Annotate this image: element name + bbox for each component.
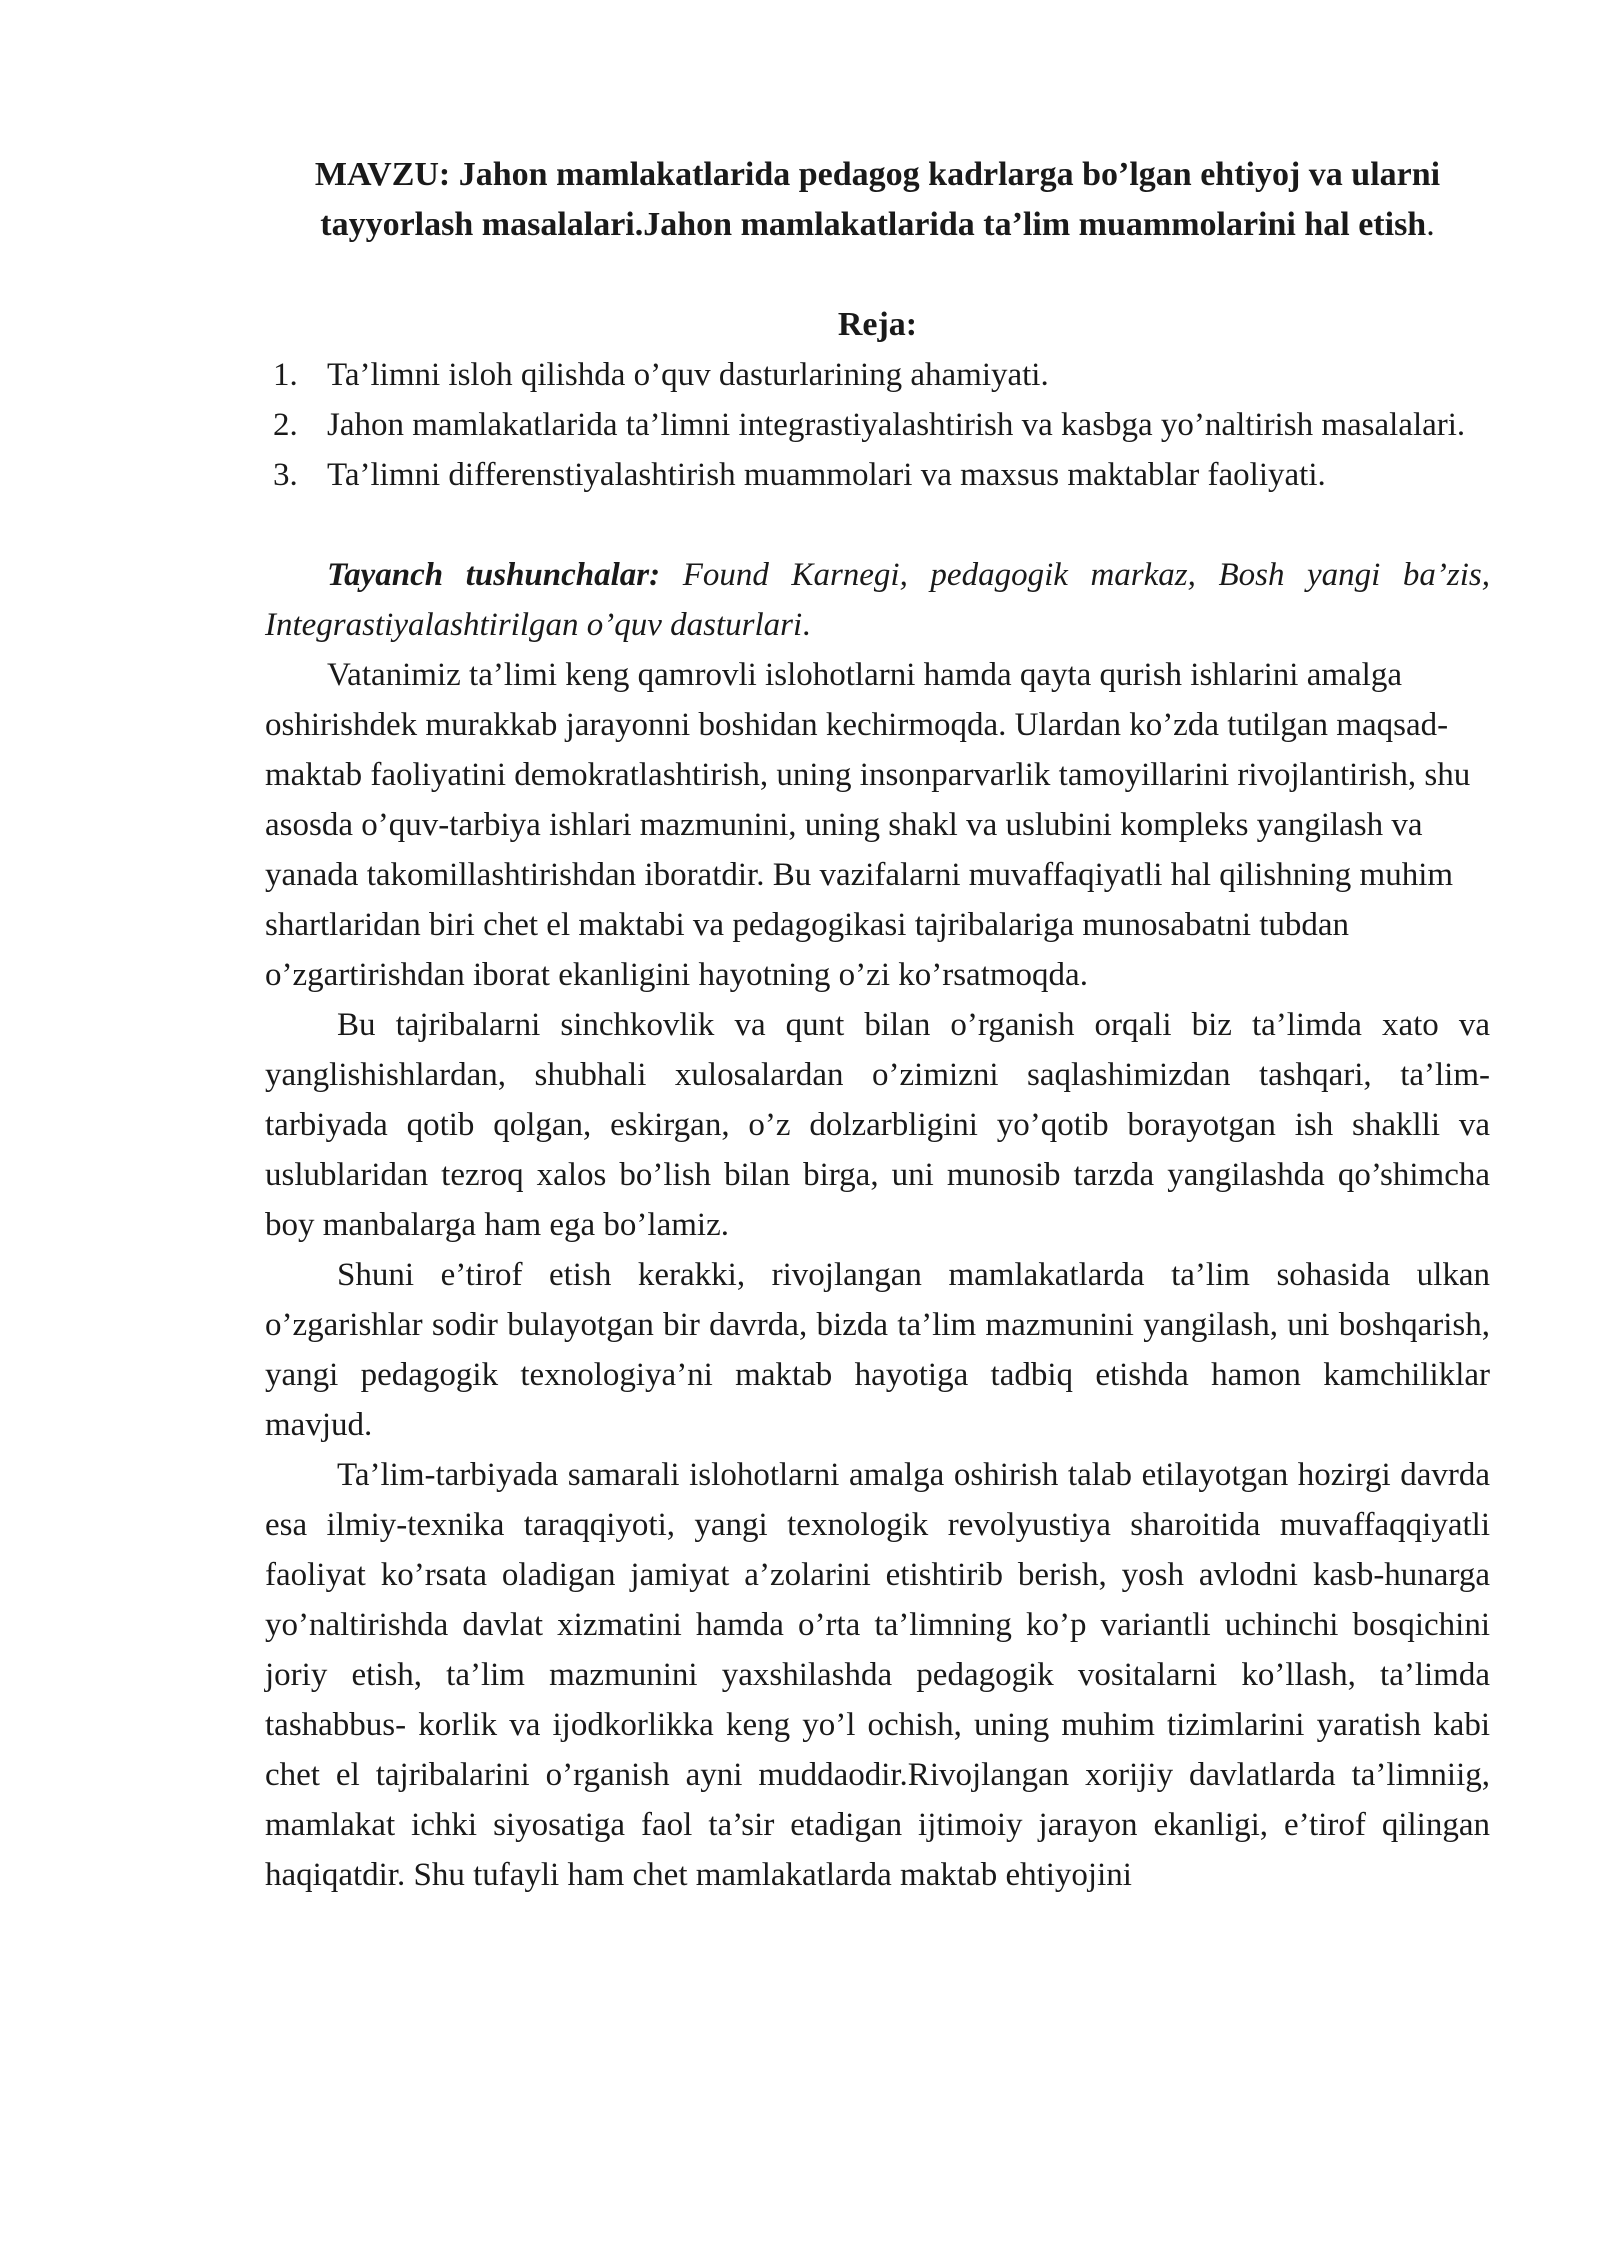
plan-list — [265, 350, 1490, 500]
title-text: MAVZU: Jahon mamlakatlarida pedagog kadrlarga bo’lgan ehtiyoj va ularni tayyorlash masalalari.Jahon mamlakatlarida ta’lim muammolarini hal etish — [314, 156, 1441, 243]
body-paragraph: Ta’lim-tarbiyada samarali islohotlarni amalga oshirish talab etilayotgan hozirgi davrda esa ilmiy-texnika taraqqiyoti, yangi texnologik revolyustiya sharoitida muvaffaqqiyatli faoliyat ko’rsata oladigan jamiyat a’zolarini etishtirib berish, yosh avlodni kasb-hunarga yo’naltirishda davlat xizmatini hamda o’rta ta’limning ko’p variantli uchinchi bosqichini joriy etish, ta’lim mazmunini yaxshilashda pedagogik vositalarni ko’llash, ta’limda tashabbus- korlik va ijodkorlikka keng yo’l ochish, uning muhim tizimlarini yaratish kabi chet el tajribalarini o’rganish ayni muddaodir.Rivojlangan xorijiy davlatlarda ta’limniig, mamlakat ichki siyosatiga faol ta’sir etadigan ijtimoiy jarayon ekanligi, e’tirof qilingan haqiqatdir. Shu tufayli ham chet mamlakatlarda maktab ehtiyojini — [265, 1457, 1490, 1893]
plan-item — [265, 450, 1490, 500]
plan-item — [265, 400, 1490, 450]
plan-item — [265, 350, 1490, 400]
key-concepts — [265, 550, 1490, 650]
body-paragraph: Bu tajribalarni sinchkovlik va qunt bilan o’rganish orqali biz ta’limda xato va yanglishishlardan, shubhali xulosalardan o’zimizni saqlashimizdan tashqari, ta’lim-tarbiyada qotib qolgan, eskirgan, o’z dolzarbligini yo’qotib borayotgan ish shaklli va uslublaridan tezroq xalos bo’lish bilan birga, uni munosib tarzda yangilashda qo’shimcha boy manbalarga ham ega bo’lamiz. — [265, 1007, 1490, 1243]
title-tail: . — [1426, 206, 1435, 243]
plan-item-text: Ta’limni isloh qilishda o’quv dasturlarining ahamiyati. — [327, 357, 1049, 393]
body-paragraph: Vatanimiz ta’limi keng qamrovli islohotlarni hamda qayta qurish ishlarini amalga oshirishdek murakkab jarayonni boshidan kechirmoqda. Ulardan ko’zda tutilgan maqsad- maktab faoliyatini demokratlashtirish, uning insonparvarlik tamoyillarini rivojlantirish, shu asosda o’quv-tarbiya ishlari mazmunini, uning shakl va uslubini kompleks yangilash va yanada takomillashtirishdan iboratdir. Bu vazifalarni muvaffaqiyatli hal qilishning muhim shartlaridan biri chet el maktabi va pedagogikasi tajribalariga munosabatni tubdan o’zgartirishdan iborat ekanligini hayotning o’zi ko’rsatmoqda. — [265, 657, 1471, 993]
plan-heading: Reja: — [837, 306, 918, 343]
plan-item-number: 2. — [273, 407, 298, 443]
plan-item-number: 1. — [273, 357, 298, 393]
body-paragraph: Shuni e’tirof etish kerakki, rivojlangan mamlakatlarda ta’lim sohasida ulkan o’zgarishlar sodir bulayotgan bir davrda, bizda ta’lim mazmunini yangilash, uni boshqarish, yangi pedagogik texnologiya’ni maktab hayotiga tadbiq etishda hamon kamchiliklar mavjud. — [265, 1257, 1490, 1443]
plan-item-text: Jahon mamlakatlarida ta’limni integrastiyalashtirish va kasbga yo’naltirish masalalari. — [327, 407, 1466, 443]
key-concepts-tail: . — [802, 607, 811, 643]
document-page — [265, 150, 1490, 1900]
key-concepts-label: Tayanch tushunchalar: — [327, 557, 661, 593]
plan-item-number: 3. — [273, 457, 298, 493]
document-title — [265, 150, 1490, 250]
key-concepts-text: Found Karnegi, pedagogik markaz, Bosh yangi ba’zis, Integrastiyalashtirilgan o’quv dasturlari — [265, 557, 1490, 643]
plan-item-text: Ta’limni differenstiyalashtirish muammolari va maxsus maktablar faoliyati. — [327, 457, 1326, 493]
